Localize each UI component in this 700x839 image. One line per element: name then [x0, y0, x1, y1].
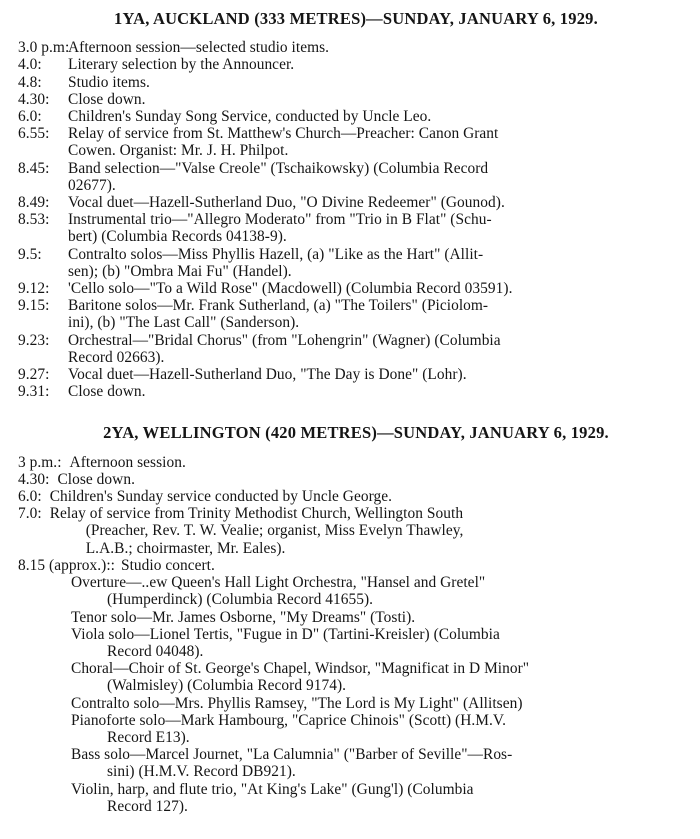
program-entry — [18, 280, 694, 297]
entry-time: 6.55: — [18, 125, 50, 143]
entry-line: Overture—..ew Queen's Hall Light Orchestra, "Hansel and Gretel" — [71, 574, 486, 592]
entry-line: Children's Sunday service conducted by Uncle George. — [49, 488, 393, 506]
entry-line: Cowen. Organist: Mr. J. H. Philpot. — [68, 142, 289, 160]
entry-text — [57, 471, 694, 488]
program-entry — [18, 366, 694, 383]
concert-list — [18, 574, 694, 815]
entry-line: Relay of service from St. Matthew's Church—Preacher: Canon Grant — [68, 125, 499, 143]
entry-line: Relay of service from Trinity Methodist Church, Wellington South — [49, 505, 464, 523]
program-entry — [18, 297, 694, 331]
entry-time: 9.12: — [18, 280, 50, 298]
entry-line: L.A.B.; choirmaster, Mr. Eales). — [85, 539, 286, 557]
program-entry — [18, 125, 694, 159]
entry-line: Orchestral—"Bridal Chorus" (from "Lohengrin" (Wagner) (Columbia — [68, 331, 501, 349]
entry-line: Choral—Choir of St. George's Chapel, Windsor, "Magnificat in D Minor" — [71, 660, 530, 678]
entry-text — [68, 39, 694, 56]
program-entry — [18, 383, 694, 400]
entry-time: 4.30: — [18, 90, 50, 108]
entry-time: 9.27: — [18, 366, 50, 384]
entry-line: Record 02663). — [68, 348, 165, 366]
entry-time: 4.8: — [18, 73, 42, 91]
entry-text — [68, 160, 694, 194]
program-entry — [18, 160, 694, 194]
program-entry — [18, 332, 694, 366]
entry-text — [68, 125, 694, 159]
program-entry — [18, 557, 694, 574]
entry-line: sen); (b) "Ombra Mai Fu" (Handel). — [68, 262, 292, 280]
entry-line: Violin, harp, and flute trio, "At King's Lake" (Gung'l) (Columbia — [71, 780, 474, 798]
entry-line: Bass solo—Marcel Journet, "La Calumnia" ("Barber of Seville"—Ros- — [71, 746, 513, 764]
entry-text — [68, 74, 694, 91]
entry-text — [121, 557, 694, 574]
entry-line: Afternoon session. — [69, 453, 186, 471]
entry-text — [68, 366, 694, 383]
entry-text — [68, 246, 694, 280]
program-entry — [18, 505, 694, 557]
entry-text — [68, 56, 694, 73]
entry-line: sini) (H.M.V. Record DB921). — [107, 763, 296, 781]
entry-time: 9.23: — [18, 331, 50, 349]
entry-text — [68, 280, 694, 297]
section-heading: 2YA, WELLINGTON (420 METRES)—SUNDAY, JANUARY 6, 1929. — [103, 423, 609, 443]
program-entry — [18, 39, 694, 56]
concert-item — [71, 574, 694, 608]
program-entry — [18, 211, 694, 245]
entry-time: 6.0: — [18, 488, 42, 506]
entry-line: Vocal duet—Hazell-Sutherland Duo, "O Divine Redeemer" (Gounod). — [68, 194, 505, 212]
program-entry — [18, 246, 694, 280]
entry-time: 4.0: — [18, 56, 42, 74]
entry-line: Close down. — [57, 470, 135, 488]
concert-item — [71, 746, 694, 780]
entry-time: 8.49: — [18, 194, 50, 212]
entry-text — [50, 488, 694, 505]
program-entry — [18, 454, 694, 471]
program-entry — [18, 488, 694, 505]
entry-line: Record 127). — [107, 797, 188, 815]
entry-time: 9.5: — [18, 245, 42, 263]
entry-line: ini), (b) "The Last Call" (Sanderson). — [68, 314, 300, 332]
entry-line: (Preacher, Rev. T. W. Vealie; organist, Miss Evelyn Thawley, — [85, 522, 464, 540]
entry-line: Literary selection by the Announcer. — [68, 56, 295, 74]
concert-item — [71, 712, 694, 746]
entry-line: Close down. — [68, 90, 146, 108]
entry-time: 3.0 p.m: — [18, 39, 70, 57]
section-wellington — [18, 424, 694, 814]
entry-time: 8.53: — [18, 211, 50, 229]
entry-line: Viola solo—Lionel Tertis, "Fugue in D" (Tartini-Kreisler) (Columbia — [71, 625, 500, 643]
entry-line: Baritone solos—Mr. Frank Sutherland, (a) "The Toilers" (Piciolom- — [68, 297, 489, 315]
entry-line: Pianoforte solo—Mark Hambourg, "Caprice Chinois" (Scott) (H.M.V. — [71, 711, 506, 729]
entry-line: Instrumental trio—"Allegro Moderato" from "Trio in B Flat" (Schu- — [68, 211, 492, 229]
entry-time: 7.0: — [18, 505, 42, 523]
entry-line: (Humperdinck) (Columbia Record 41655). — [107, 591, 374, 609]
entry-line: Contralto solo—Mrs. Phyllis Ramsey, "The Lord is My Light" (Allitsen) — [71, 694, 523, 712]
section-heading: 1YA, AUCKLAND (333 METRES)—SUNDAY, JANUARY 6, 1929. — [114, 9, 598, 28]
entry-time: 8.15 (approx.):: — [18, 556, 115, 574]
program-entry — [18, 91, 694, 108]
entry-text — [68, 332, 694, 366]
entry-text — [68, 194, 694, 211]
concert-item — [71, 609, 694, 626]
entry-line: 02677). — [68, 176, 116, 194]
entry-line: Studio concert. — [120, 556, 215, 574]
concert-item — [71, 660, 694, 694]
entry-time: 9.31: — [18, 383, 50, 401]
program-entry — [18, 108, 694, 125]
entry-line: Record E13). — [107, 728, 190, 746]
entry-time: 3 p.m.: — [18, 453, 62, 471]
entry-line: 'Cello solo—"To a Wild Rose" (Macdowell) (Columbia Record 03591). — [68, 280, 513, 298]
entry-text — [50, 505, 694, 557]
entry-line: Record 04048). — [107, 642, 204, 660]
entry-text — [70, 454, 694, 471]
entry-line: Tenor solo—Mr. James Osborne, "My Dreams" (Tosti). — [71, 608, 416, 626]
program-entry — [18, 194, 694, 211]
entry-text — [68, 211, 694, 245]
entry-text — [68, 383, 694, 400]
section-auckland — [18, 10, 694, 400]
entry-time: 4.30: — [18, 470, 50, 488]
entry-time: 6.0: — [18, 108, 42, 126]
program-entry — [18, 56, 694, 73]
entry-line: Studio items. — [68, 73, 150, 91]
entry-time: 9.15: — [18, 297, 50, 315]
entry-line: Children's Sunday Song Service, conducted by Uncle Leo. — [68, 108, 432, 126]
entry-text — [68, 297, 694, 331]
concert-item — [71, 626, 694, 660]
entry-text — [68, 91, 694, 108]
entry-line: Contralto solos—Miss Phyllis Hazell, (a) "Like as the Hart" (Allit- — [68, 245, 484, 263]
program-entry — [18, 471, 694, 488]
entry-text — [68, 108, 694, 125]
entry-line: (Walmisley) (Columbia Record 9174). — [107, 677, 347, 695]
entry-time: 8.45: — [18, 159, 50, 177]
entry-line: Vocal duet—Hazell-Sutherland Duo, "The Day is Done" (Lohr). — [68, 366, 467, 384]
concert-item — [71, 781, 694, 815]
entry-line: Close down. — [68, 383, 146, 401]
program-entry — [18, 74, 694, 91]
entry-line: Afternoon session—selected studio items. — [68, 39, 330, 57]
concert-item — [71, 695, 694, 712]
entry-line: Band selection—"Valse Creole" (Tschaikowsky) (Columbia Record — [68, 159, 489, 177]
entry-line: bert) (Columbia Records 04138-9). — [68, 228, 287, 246]
